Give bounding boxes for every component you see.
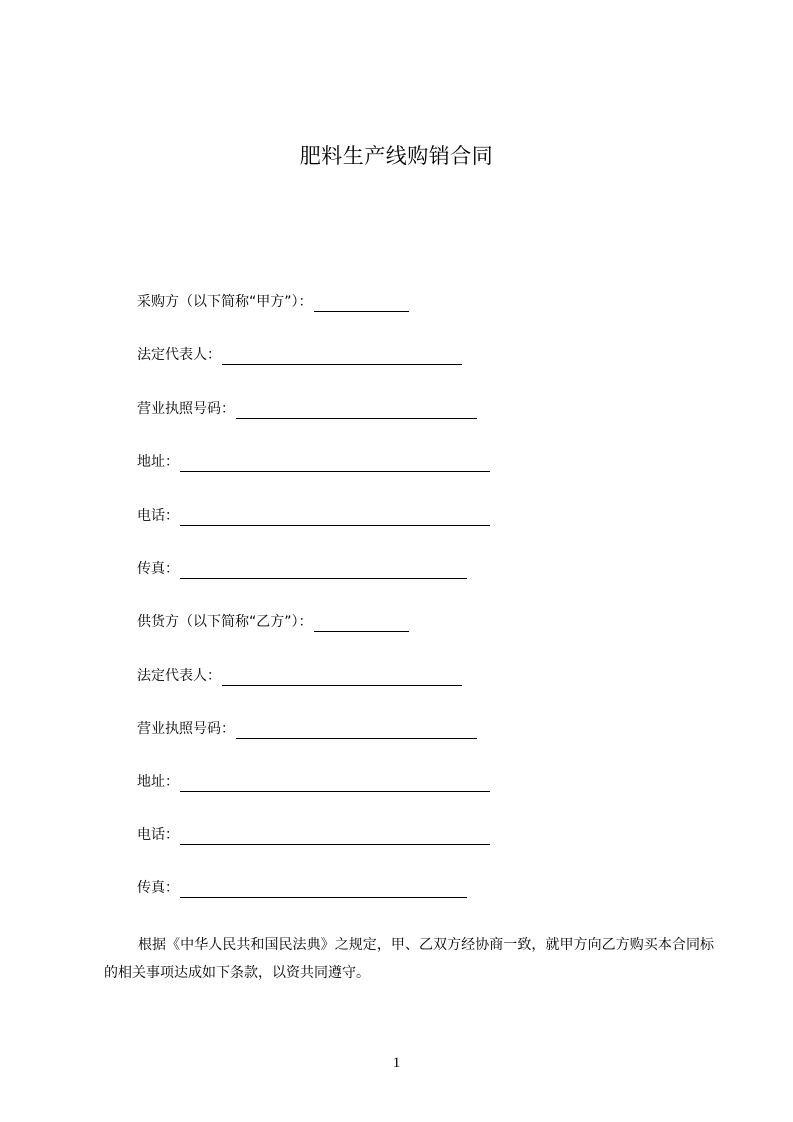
party-b-legal-rep-field: [137, 666, 462, 686]
party-b-heading-field: [137, 612, 409, 632]
party-b-address-label: 地址：: [137, 774, 179, 790]
party-b-heading-label: 供货方（以下简称“乙方”）：: [137, 614, 313, 630]
party-b-fax-field: [137, 878, 467, 898]
party-a-heading-field: [137, 292, 409, 312]
party-b-phone-field: [137, 825, 490, 845]
party-b-legal-rep-label: 法定代表人：: [137, 668, 221, 684]
party-a-phone-label: 电话：: [137, 508, 179, 524]
party-a-fax-blank[interactable]: [180, 563, 467, 579]
party-b-address-blank[interactable]: [180, 776, 490, 792]
party-a-legal-rep-blank[interactable]: [222, 349, 462, 365]
party-a-phone-blank[interactable]: [180, 510, 490, 526]
party-a-phone-field: [137, 506, 490, 526]
party-b-license-field: [137, 719, 477, 739]
party-a-fax-label: 传真：: [137, 561, 179, 577]
party-b-address-field: [137, 772, 490, 792]
party-a-heading-label: 采购方（以下简称“甲方”）：: [137, 294, 313, 310]
party-b-license-blank[interactable]: [236, 723, 477, 739]
party-b-fax-label: 传真：: [137, 880, 179, 896]
page-number: 1: [392, 1055, 401, 1071]
party-a-legal-rep-label: 法定代表人：: [137, 347, 221, 363]
party-a-address-label: 地址：: [137, 454, 179, 470]
party-b-phone-label: 电话：: [137, 827, 179, 843]
party-a-license-blank[interactable]: [236, 403, 477, 419]
party-a-legal-rep-field: [137, 345, 462, 365]
document-title: 肥料生产线购销合同: [299, 144, 494, 168]
party-a-license-field: [137, 399, 477, 419]
party-b-legal-rep-blank[interactable]: [222, 670, 462, 686]
intro-paragraph: 根据《中华人民共和国民法典》之规定，甲、乙双方经协商一致，就甲方向乙方购买本合同标的相关事项达成如下条款，以资共同遵守。: [104, 937, 714, 981]
party-a-name-blank[interactable]: [314, 296, 409, 312]
party-b-license-label: 营业执照号码：: [137, 721, 235, 737]
party-a-address-field: [137, 452, 490, 472]
party-a-fax-field: [137, 559, 467, 579]
party-b-fax-blank[interactable]: [180, 882, 467, 898]
party-b-name-blank[interactable]: [314, 616, 409, 632]
party-a-address-blank[interactable]: [180, 456, 490, 472]
party-b-phone-blank[interactable]: [180, 829, 490, 845]
party-a-license-label: 营业执照号码：: [137, 401, 235, 417]
